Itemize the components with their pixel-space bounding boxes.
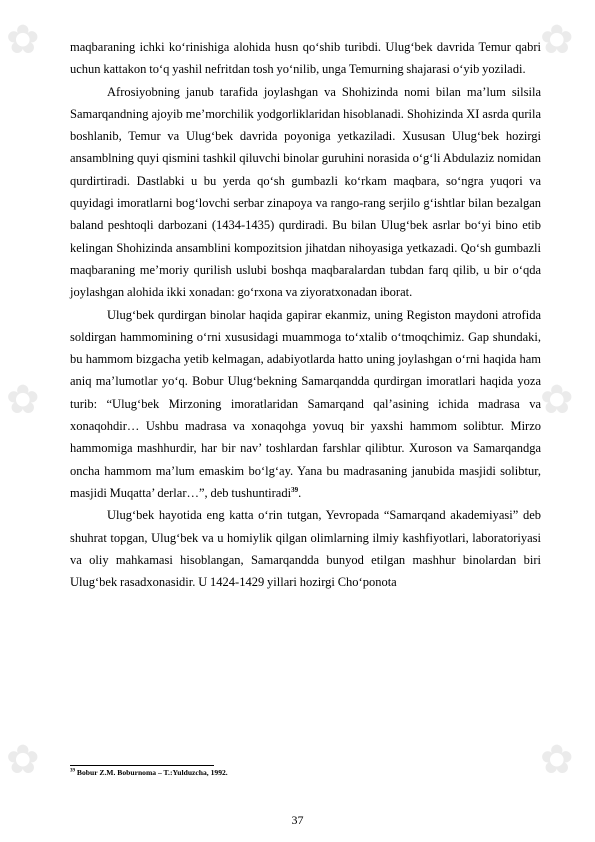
- footnote-number: 39: [70, 768, 75, 774]
- watermark-mark: ✿: [540, 377, 574, 423]
- watermark-mark: ✿: [540, 737, 574, 783]
- footnote-ref-punct: .: [298, 485, 302, 500]
- paragraph-3-text: Ulug‘bek qurdirgan binolar haqida gapirar ekanmiz, uning Registon maydoni atrofida soldirgan hammomining o‘rni xususidagi muammoga to‘xtalib o‘tmoqchimiz. Gap shundaki, bu hammom bizgacha yetib kelmagan, adabiyotlarda hatto uning joylashgan o‘rni haqida ham aniq ma’lumotlar yo‘q. Bobur Ulug‘bekning Samarqandda qurdirgan imoratlari haqida yoza turib: “Ulug‘bek Mirzoning imoratlaridan Samarqand qal’asining ichida madrasa va xonaqohdir… Ushbu madrasa va xonaqohga yovuq bir yaxshi hammom solibtur. Mirzo hammomiga mashhurdir, har bir nav’ toshlardan farshlar qilibtur. Xuroson va Samarqandga oncha hammom ma’lum emaskim bo‘lg‘ay. Yana bu madrasaning janubida masjidi solibtur, masjidi Muqatta’ derlar…”, deb tushuntiradi: [70, 307, 541, 500]
- footnote-reference[interactable]: 39: [291, 485, 299, 494]
- paragraph-1: maqbaraning ichki ko‘rinishiga alohida husn qo‘shib turibdi. Ulug‘bek davrida Temur qabri uchun kattakon to‘q yashil nefritdan tosh yo‘nilib, unga Temurning shajarasi o‘yib yoziladi.: [70, 40, 541, 77]
- paragraph-2: Afrosiyobning janub tarafida joylashgan va Shohizinda nomi bilan ma’lum silsila Samarqandning ajoyib me’morchilik yodgorliklaridan hisoblanadi. Shohizinda XI asrda qurila boshlanib, Temur va Ulug‘bek davrida poyoniga yetkaziladi. Xususan Ulug‘bek hozirgi ansamblning quyi qismini tashkil qiluvchi binolar guruhini norasida o‘g‘li Abdulaziz nomidan qurdirtiradi. Dastlabki u bu yerda qo‘sh gumbazli ko‘rkam maqbara, so‘ngra yuqori va quyidagi imoratlarni bog‘lovchi serbar zinapoya va rango-rang serjilo g‘ishtlar bilan bezalgan baland peshtoqli darbozani (1434-1435) qurdiradi. Bu bilan Ulug‘bek asrlar bo‘yi bino etib kelingan Shohizinda ansamblini kompozitsion jihatdan nihoyasiga yetkazadi. Qo‘sh gumbazli maqbaraning me’moriy qurilish uslubi boshqa maqbaralardan tubdan farq qilib, u bir o‘qda joylashgan alohida ikki xonadan: go‘rxona va ziyoratxonadan iborat.: [70, 84, 541, 300]
- paragraph-4: Ulug‘bek hayotida eng katta o‘rin tutgan, Yevropada “Samarqand akademiyasi” deb shuhrat topgan, Ulug‘bek va u homiylik qilgan olimlarning ilmiy kashfiyotlari, laboratoriyasi va oliy mahkamasi hisoblangan, Samarqandda bunyod etilgan mashhur binolardan biri Ulug‘bek rasadxonasidir. U 1424-1429 yillari hozirgi Cho‘ponota: [70, 508, 541, 590]
- page-number: 37: [291, 813, 304, 827]
- watermark-mark: ✿: [6, 737, 40, 783]
- footnote-divider: [70, 765, 214, 766]
- paragraph-3: [70, 304, 541, 505]
- footnote-text: Bobur Z.M. Boburnoma – T.:Yulduzcha, 1992.: [75, 768, 228, 777]
- body-text: [70, 36, 541, 593]
- watermark-mark: ✿: [6, 17, 40, 63]
- watermark-mark: ✿: [6, 377, 40, 423]
- footnote: [70, 768, 228, 777]
- watermark-mark: ✿: [540, 17, 574, 63]
